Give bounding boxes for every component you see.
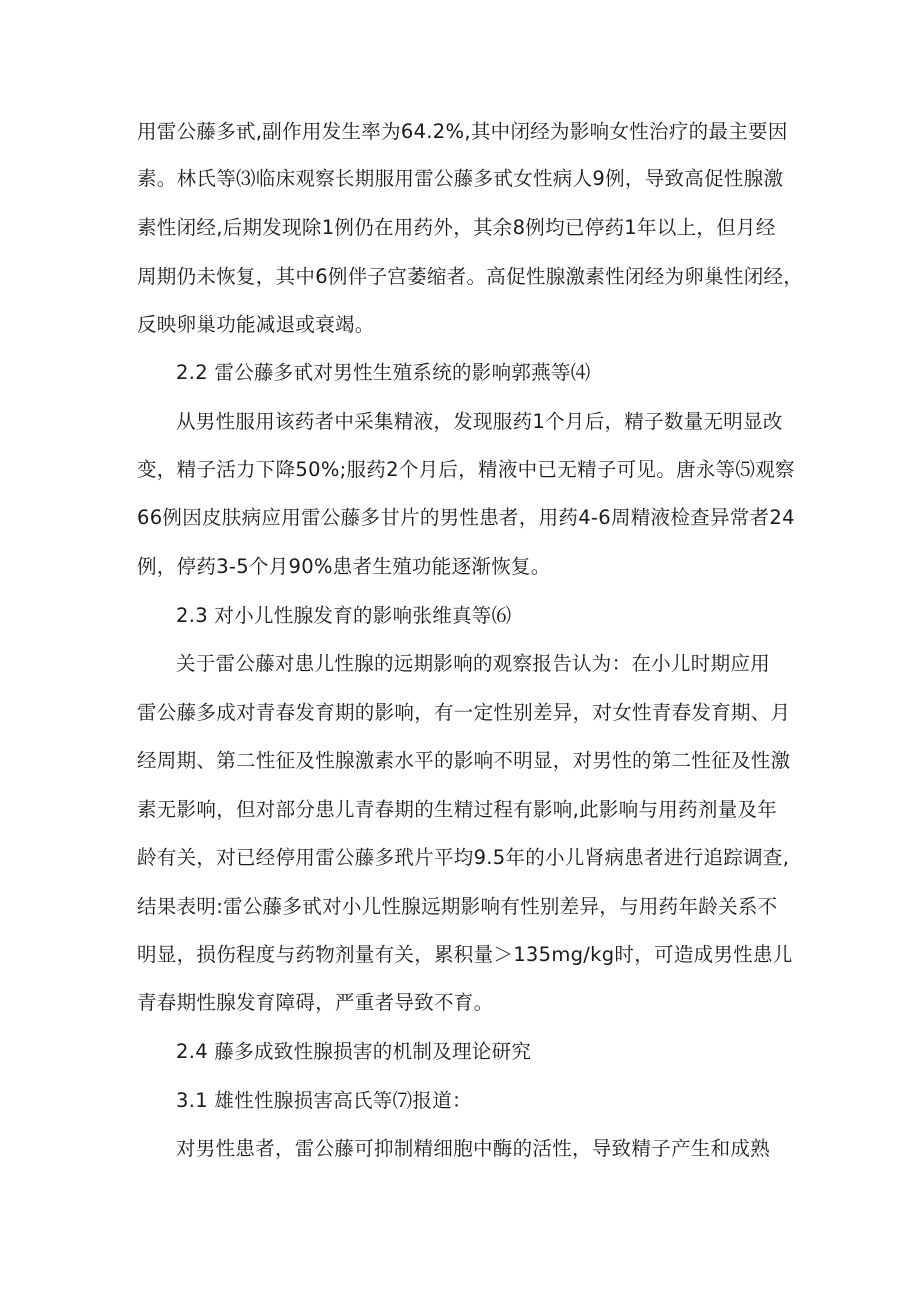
paragraph-line: 素无影响，但对部分患儿青春期的生精过程有影响,此影响与用药剂量及年 [137, 798, 778, 821]
paragraph-line: 经周期、第二性征及性腺激素水平的影响不明显，对男性的第二性征及性激 [137, 749, 791, 772]
section-heading: 2.3 对小儿性腺发育的影响张维真等⑹ [176, 604, 512, 627]
paragraph-line: 龄有关，对已经停用雷公藤多玳片平均9.5年的小儿肾病患者进行追踪调查, [137, 846, 790, 869]
paragraph-line: 用雷公藤多甙,副作用发生率为64.2%,其中闭经为影响女性治疗的最主要因 [137, 120, 788, 143]
paragraph-line: 从男性服用该药者中采集精液，发现服药1个月后，精子数量无明显改 [176, 410, 783, 433]
paragraph-line: 明显，损伤程度与药物剂量有关，累积量＞135mg∕kg时，可造成男性患儿 [137, 943, 793, 966]
section-heading: 2.4 藤多成致性腺损害的机制及理论研究 [176, 1040, 532, 1063]
paragraph-line: 反映卵巢功能减退或衰竭。 [137, 313, 375, 336]
paragraph-line: 素性闭经,后期发现除1例仍在用药外，其余8例均已停药1年以上，但月经 [137, 216, 776, 239]
paragraph-line: 结果表明:雷公藤多甙对小儿性腺远期影响有性别差异，与用药年龄关系不 [137, 895, 778, 918]
paragraph-line: 例，停药3-5个月90%患者生殖功能逐渐恢复。 [137, 555, 551, 578]
paragraph-line: 66例因皮肤病应用雷公藤多甘片的男性患者，用药4-6周精液检查异常者24 [137, 506, 795, 529]
paragraph-line: 对男性患者，雷公藤可抑制精细胞中酶的活性，导致精子产生和成熟 [176, 1137, 771, 1160]
section-heading: 3.1 雄性性腺损害高氏等⑺报道： [176, 1089, 472, 1112]
paragraph-line: 周期仍未恢复，其中6例伴子宫萎缩者。高促性腺激素性闭经为卵巢性闭经， [137, 265, 804, 288]
paragraph-line: 变，精子活力下降50%;服药2个月后，精液中已无精子可见。唐永等⑸观察 [137, 458, 795, 481]
paragraph-line: 雷公藤多成对青春发育期的影响，有一定性别差异，对女性青春发育期、月 [137, 701, 791, 724]
paragraph-line: 青春期性腺发育障碍，严重者导致不育。 [137, 991, 494, 1014]
paragraph-line: 素。林氏等⑶临床观察长期服用雷公藤多甙女性病人9例，导致高促性腺激 [137, 167, 784, 190]
section-heading: 2.2 雷公藤多甙对男性生殖系统的影响郭燕等⑷ [176, 361, 591, 384]
paragraph-line: 关于雷公藤对患儿性腺的远期影响的观察报告认为：在小儿时期应用 [176, 652, 771, 675]
